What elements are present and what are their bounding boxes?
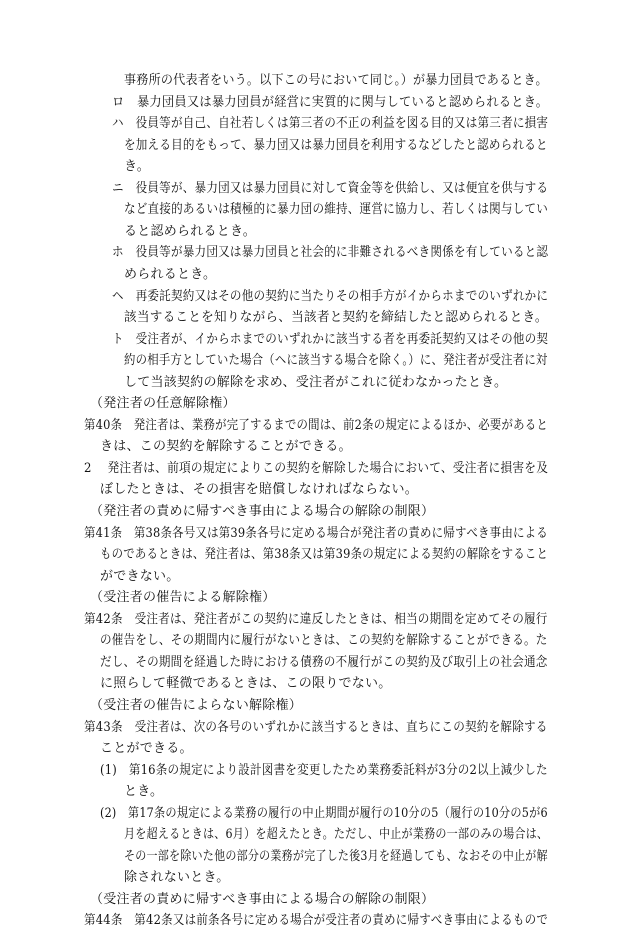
text-line: 第43条 受注者は、次の各号のいずれかに該当するときは、直ちにこの契約を解除する <box>84 719 548 735</box>
text-line: 第44条 第42条又は前条各号に定める場合が受注者の責めに帰すべき事由によるもので <box>84 913 549 929</box>
text-line: して当該契約の解除を求め、受注者がこれに従わなかったとき。 <box>124 374 508 390</box>
text-line: （発注者の任意解除権） <box>90 396 236 412</box>
text-line: 該当することを知りながら、当該者と契約を締結したと認められるとき。 <box>124 310 548 326</box>
text-line: 月を超えるときは、6月）を超えたとき。ただし、中止が業務の一部のみの場合は、 <box>124 827 549 843</box>
text-line: (1) 第16条の規定により設計図書を変更したため業務委託料が3分の2以上減少した <box>100 762 548 778</box>
text-line: （受注者の催告によらない解除権） <box>90 697 303 713</box>
text-line: ヘ 再委託契約又はその他の契約に当たりその相手方がイからホまでのいずれかに <box>112 288 549 304</box>
text-line: を加える目的をもって、暴力団又は暴力団員を利用するなどしたと認められると <box>124 137 548 153</box>
text-line: だし、その期間を経過した時における債務の不履行がこの契約及び取引上の社会通念 <box>100 654 548 670</box>
text-line: その一部を除いた他の部分の業務が完了した後3月を経過しても、なおその中止が解 <box>124 848 548 864</box>
text-line: 第42条 受注者は、発注者がこの契約に違反したときは、相当の期間を定めてその履行 <box>84 611 548 627</box>
text-line: 2 発注者は、前項の規定によりこの契約を解除した場合において、受注者に損害を及 <box>84 460 549 476</box>
text-line: ホ 役員等が暴力団又は暴力団員と社会的に非難されるべき関係を有していると認 <box>112 245 549 261</box>
text-line: ト 受注者が、イからホまでのいずれかに該当する者を再委託契約又はその他の契 <box>112 331 549 347</box>
text-line: とき。 <box>124 784 164 800</box>
text-line: ロ 暴力団員又は暴力団員が経営に実質的に関与していると認められるとき。 <box>112 94 549 110</box>
text-line: き。 <box>124 159 150 175</box>
text-line: められるとき。 <box>124 266 217 282</box>
text-line: ると認められるとき。 <box>124 223 256 239</box>
text-line: ことができる。 <box>100 741 193 757</box>
text-line: 除されないとき。 <box>124 870 230 886</box>
text-line: （受注者の責めに帰すべき事由による場合の解除の制限） <box>90 891 435 907</box>
text-line: ニ 役員等が、暴力団又は暴力団員に対して資金等を供給し、又は便宜を供与する <box>112 180 549 196</box>
text-line: など直接的あるいは積極的に暴力団の維持、運営に協力し、若しくは関与してい <box>124 202 549 218</box>
text-line: ハ 役員等が自己、自社若しくは第三者の不正の利益を図る目的又は第三者に損害 <box>112 116 549 132</box>
text-line: の催告をし、その期間内に履行がないときは、この契約を解除することができる。た <box>100 633 548 649</box>
text-line: （受注者の催告による解除権） <box>90 590 276 606</box>
text-line: に照らして軽微であるときは、この限りでない。 <box>100 676 392 692</box>
text-line: (2) 第17条の規定による業務の履行の中止期間が履行の10分の5（履行の10分の5が6 <box>100 805 548 821</box>
text-line: （発注者の責めに帰すべき事由による場合の解除の制限） <box>90 504 435 519</box>
text-line: ができない。 <box>100 568 180 584</box>
text-line: きは、この契約を解除することができる。 <box>100 439 352 455</box>
text-line: ぼしたときは、その損害を賠償しなければならない。 <box>100 482 419 498</box>
text-line: 事務所の代表者をいう。以下この号において同じ。）が暴力団員であるとき。 <box>124 73 548 88</box>
text-line: ものであるときは、発注者は、第38条又は第39条の規定による契約の解除をすること <box>100 547 549 563</box>
text-line: 第40条 発注者は、業務が完了するまでの間は、前2条の規定によるほか、必要があると <box>84 417 549 433</box>
text-line: 約の相手方としていた場合（ヘに該当する場合を除く。）に、発注者が受注者に対 <box>124 353 548 369</box>
text-line: 第41条 第38条各号又は第39条各号に定める場合が発注者の責めに帰すべき事由による <box>84 525 548 541</box>
